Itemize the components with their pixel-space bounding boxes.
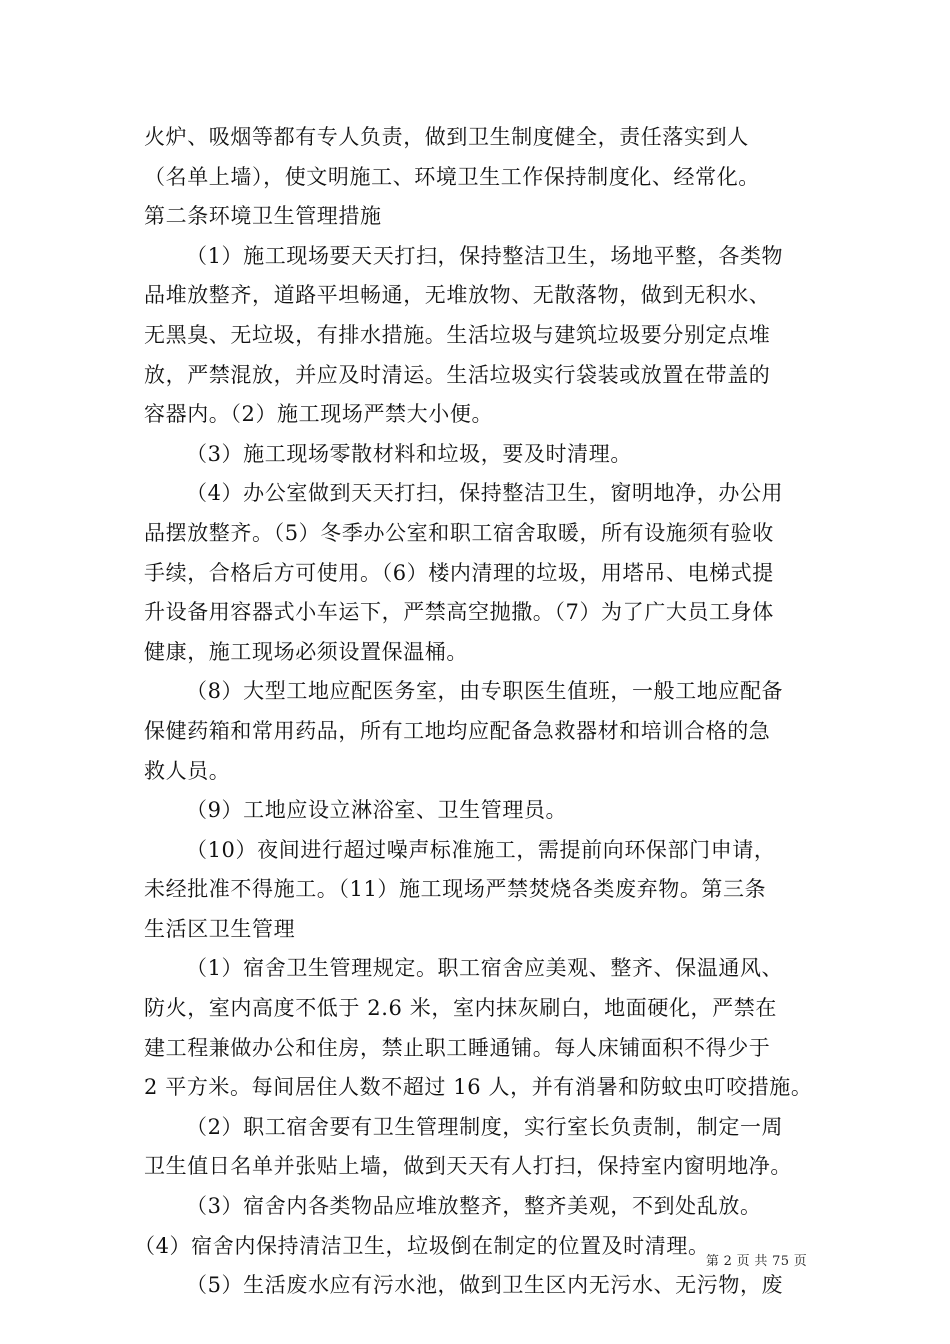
text-line: 火炉、吸烟等都有专人负责，做到卫生制度健全，责任落实到人 bbox=[144, 125, 749, 149]
text-line: （4）办公室做到天天打扫，保持整洁卫生，窗明地净，办公用 bbox=[186, 481, 784, 506]
text-line: 升设备用容器式小车运下，严禁高空抛撒。（7）为了广大员工身体 bbox=[144, 600, 774, 625]
text-line: （1）宿舍卫生管理规定。职工宿舍应美观、整齐、保温通风、 bbox=[186, 956, 784, 981]
text-line: 救人员。 bbox=[144, 758, 231, 783]
text-line: （1）施工现场要天天打扫，保持整洁卫生，场地平整，各类物 bbox=[186, 243, 784, 268]
text-line: 容器内。（2）施工现场严禁大小便。 bbox=[144, 402, 494, 427]
page-number: 第 2 页 共 75 页 bbox=[705, 1254, 807, 1269]
text-line: 健康，施工现场必须设置保温桶。 bbox=[144, 639, 468, 664]
section-heading: 第二条环境卫生管理措施 bbox=[144, 204, 382, 229]
text-line: 未经批准不得施工。（11）施工现场严禁焚烧各类废弃物。第三条 bbox=[144, 877, 767, 902]
text-line: （名单上墙），使文明施工、环境卫生工作保持制度化、经常化。 bbox=[144, 164, 760, 189]
text-line: 卫生值日名单并张贴上墙，做到天天有人打扫，保持室内窗明地净。 bbox=[144, 1154, 792, 1179]
text-line: 建工程兼做办公和住房，禁止职工睡通铺。每人床铺面积不得少于 bbox=[144, 1035, 771, 1060]
text-line: 2 平方米。每间居住人数不超过 16 人，并有消暑和防蚊虫叮咬措施。 bbox=[144, 1075, 813, 1100]
text-line: 无黑臭、无垃圾，有排水措施。生活垃圾与建筑垃圾要分别定点堆 bbox=[144, 322, 771, 347]
text-line: （4）宿舍内保持清洁卫生，垃圾倒在制定的位置及时清理。 bbox=[134, 1233, 710, 1258]
text-line: （9）工地应设立淋浴室、卫生管理员。 bbox=[186, 798, 568, 823]
text-line: 放，严禁混放，并应及时清运。生活垃圾实行袋装或放置在带盖的 bbox=[144, 362, 771, 387]
text-line: （3）施工现场零散材料和垃圾，要及时清理。 bbox=[186, 441, 632, 466]
text-line: （5）生活废水应有污水池，做到卫生区内无污水、无污物，废 bbox=[186, 1273, 784, 1298]
body-text bbox=[134, 118, 813, 1306]
section-heading: 生活区卫生管理 bbox=[144, 916, 296, 941]
text-line: 品摆放整齐。（5）冬季办公室和职工宿舍取暖，所有设施须有验收 bbox=[144, 520, 774, 545]
text-line: （8）大型工地应配医务室，由专职医生值班，一般工地应配备 bbox=[186, 679, 784, 704]
text-line: 保健药箱和常用药品，所有工地均应配备急救器材和培训合格的急 bbox=[144, 718, 771, 743]
text-line: 手续，合格后方可使用。（6）楼内清理的垃圾，用塔吊、电梯式提 bbox=[144, 560, 774, 585]
text-line: 品堆放整齐，道路平坦畅通，无堆放物、无散落物，做到无积水、 bbox=[144, 283, 771, 308]
text-line: （10）夜间进行超过噪声标准施工，需提前向环保部门申请， bbox=[186, 837, 776, 862]
text-line: 防火，室内高度不低于 2.6 米，室内抹灰刷白，地面硬化，严禁在 bbox=[144, 996, 777, 1021]
text-line: （2）职工宿舍要有卫生管理制度，实行室长负责制，制定一周 bbox=[186, 1114, 784, 1139]
text-line: （3）宿舍内各类物品应堆放整齐，整齐美观，不到处乱放。 bbox=[186, 1194, 762, 1219]
